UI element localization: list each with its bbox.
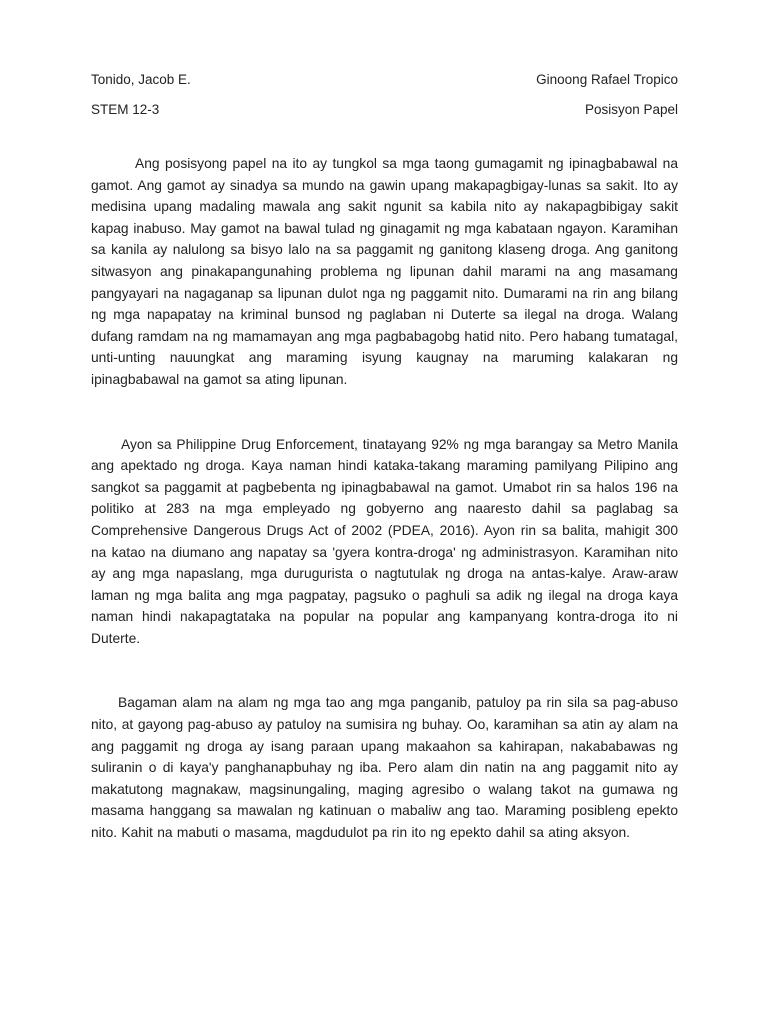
paragraph-2: Ayon sa Philippine Drug Enforcement, tinatayang 92% ng mga barangay sa Metro Manila ang apektado ng droga. Kaya naman hindi kataka-takang maraming pamilyang Pilipino ang sangkot sa paggamit at pagbebenta ng ipinagbabawal na gamot. Umabot rin sa halos 196 na politiko at 283 na mga empleyado ng gobyerno ang naaresto dahil sa paglabag sa Comprehensive Dangerous Drugs Act of 2002 (PDEA, 2016). Ayon rin sa balita, mahigit 300 na katao na diumano ang napatay sa 'gyera kontra-droga' ng administrasyon. Karamihan nito ay ang mga napaslang, mga durugurista o nagtutulak ng droga na antas-kalye. Araw-araw laman ng mga balita ang mga pagpatay, pagsuko o paghuli sa adik ng ilegal na droga kaya naman hindi nakapagtataka na popular na popular ang kampanyang kontra-droga ito ni Duterte. [91, 436, 678, 646]
header-row-names [91, 71, 678, 89]
essay-body [91, 153, 678, 887]
student-name: Tonido, Jacob E. [91, 72, 191, 87]
section-label: STEM 12-3 [91, 102, 160, 117]
paragraph-3: Bagaman alam na alam ng mga tao ang mga panganib, patuloy pa rin sila sa pag-abuso nito, at gayong pag-abuso ay patuloy na sumisira ng buhay. Oo, karamihan sa atin ay alam na ang paggamit ng droga ay isang paraan upang makaahon sa kahirapan, nakababawas ng suliranin o di kaya'y panghanapbuhay ng iba. Pero alam din natin na ang paggamit nito ay makatutong magnakaw, magsinungaling, maging agresibo o walang takot na gumawa ng masama hanggang sa mawalan ng katinuan o mabaliw ang tao. Maraming posibleng epekto nito. Kahit na mabuti o masama, magdudulot pa rin ito ng epekto dahil sa ating aksyon. [91, 695, 678, 841]
paragraph-1: Ang posisyong papel na ito ay tungkol sa mga taong gumagamit ng ipinagbabawal na gamot. Ang gamot ay sinadya sa mundo na gawin upang makapagbigay-lunas sa sakit. Ito ay medisina upang madaling mawala ang sakit ngunit sa kabila nito ay nakapagbibigay sakit kapag inabuso. May gamot na bawal tulad ng ginagamit ng mga kabataan ngayon. Karamihan sa kanila ay nalulong sa bisyo lalo na sa paggamit ng ganitong klaseng droga. Ang ganitong sitwasyon ang pinakapangunahing problema ng lipunan dahil marami na ang masamang pangyayari na nagaganap sa lipunan dulot nga ng paggamit nito. Dumarami na rin ang bilang ng mga napapatay na kriminal bunsod ng paglaban ni Duterte sa ilegal na droga. Walang dufang ramdam na ng mamamayan ang mga pagbabagobg hatid nito. Pero habang tumatagal, unti-unting nauungkat ang maraming isyung kaugnay na maruming kalakaran ng ipinagbabawal na gamot sa ating lipunan. [91, 156, 678, 387]
document-type: Posisyon Papel [584, 102, 678, 117]
header-row-section [91, 101, 678, 119]
teacher-name: Ginoong Rafael Tropico [536, 72, 678, 87]
